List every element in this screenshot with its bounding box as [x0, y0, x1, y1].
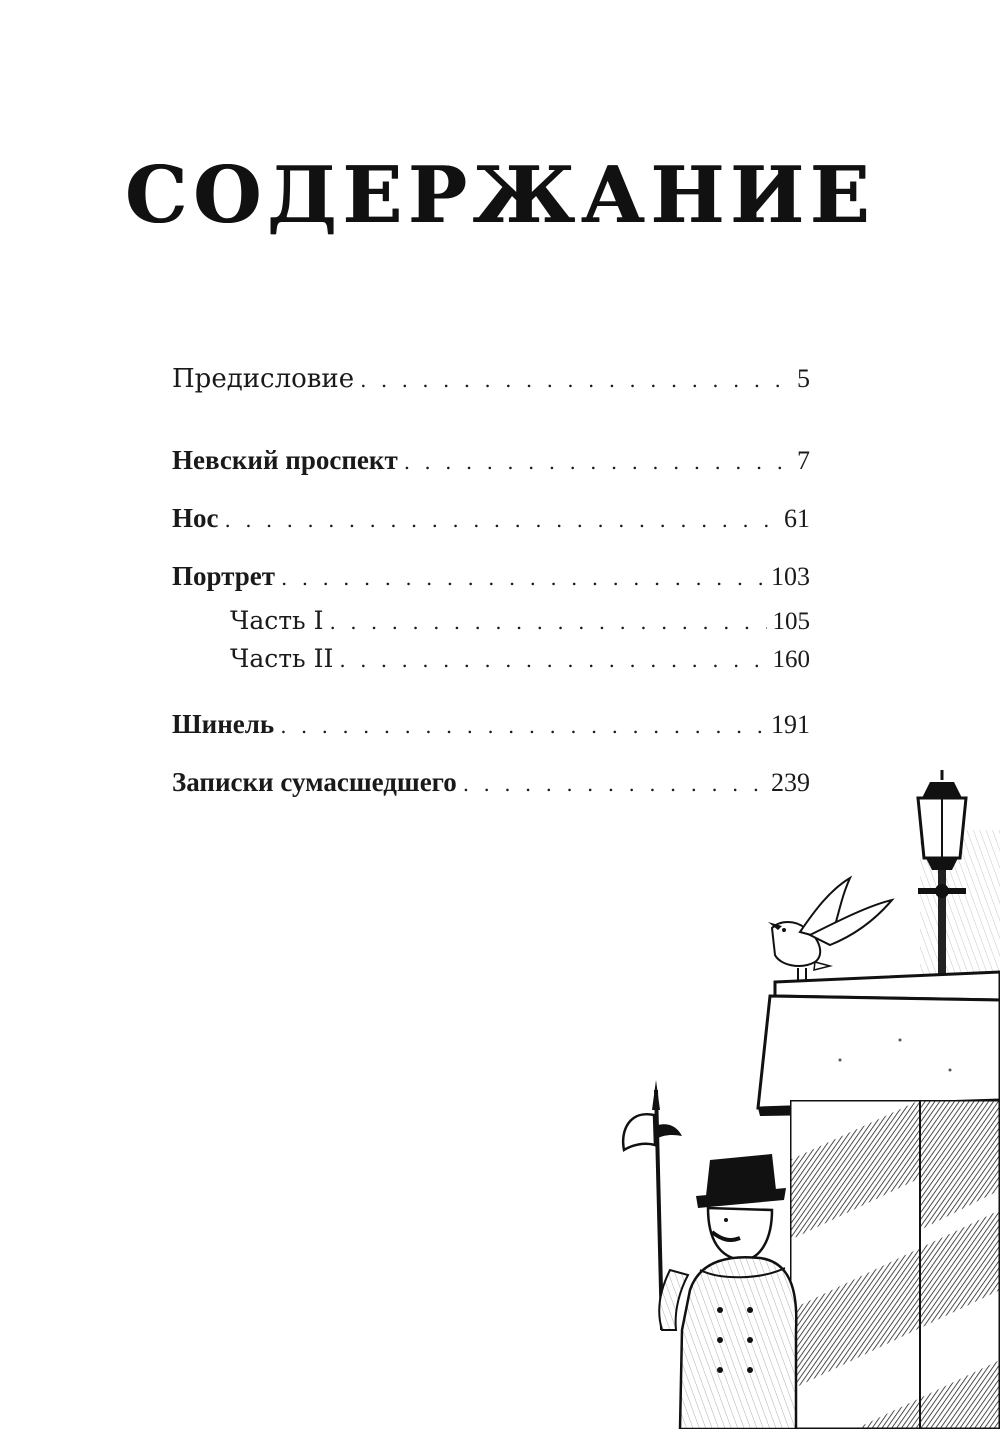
toc-page-number: 7 [797, 446, 810, 475]
toc-page-number: 61 [784, 504, 810, 533]
toc-entry-foreword[interactable] [172, 362, 810, 397]
booth-roof [758, 972, 1000, 1116]
striped-sentry-booth [790, 1100, 1000, 1429]
toc-leader-dots [404, 445, 791, 479]
toc-entry-label: Шинель [172, 709, 275, 739]
toc-entry-portrait[interactable] [172, 559, 810, 595]
seagull-icon [768, 878, 892, 982]
toc-entry-part-1[interactable] [230, 604, 810, 639]
toc-leader-dots [339, 643, 766, 677]
toc-leader-dots [360, 363, 791, 397]
toc-entry-label: Записки сумасшедшего [172, 767, 457, 797]
toc-page-number: 160 [772, 646, 810, 673]
toc-entry-label: Портрет [172, 561, 276, 591]
toc-leader-dots [281, 561, 765, 595]
toc-page-number: 5 [797, 364, 810, 393]
toc-entry-nevsky[interactable] [172, 443, 810, 479]
toc-leader-dots [280, 709, 765, 743]
toc-page-number: 191 [771, 710, 810, 739]
toc-entry-nose[interactable] [172, 501, 810, 537]
toc-entry-label: Невский проспект [172, 445, 398, 475]
toc-page-number: 105 [772, 608, 810, 635]
toc-entry-label: Часть I [230, 606, 324, 635]
guard-figure-icon [659, 1154, 796, 1429]
toc-entry-label: Предисловие [172, 364, 355, 394]
guard-booth-illustration [600, 770, 1000, 1429]
page-title: СОДЕРЖАНИЕ [124, 150, 876, 241]
toc-page-number: 239 [771, 768, 810, 797]
toc-leader-dots [225, 503, 779, 537]
toc-entry-part-2[interactable] [230, 642, 810, 677]
toc-entry-overcoat[interactable] [172, 707, 810, 743]
toc-page-number: 103 [771, 562, 810, 591]
toc-entry-label: Нос [172, 503, 219, 533]
toc-entry-label: Часть II [230, 644, 334, 673]
toc-leader-dots [330, 605, 767, 639]
